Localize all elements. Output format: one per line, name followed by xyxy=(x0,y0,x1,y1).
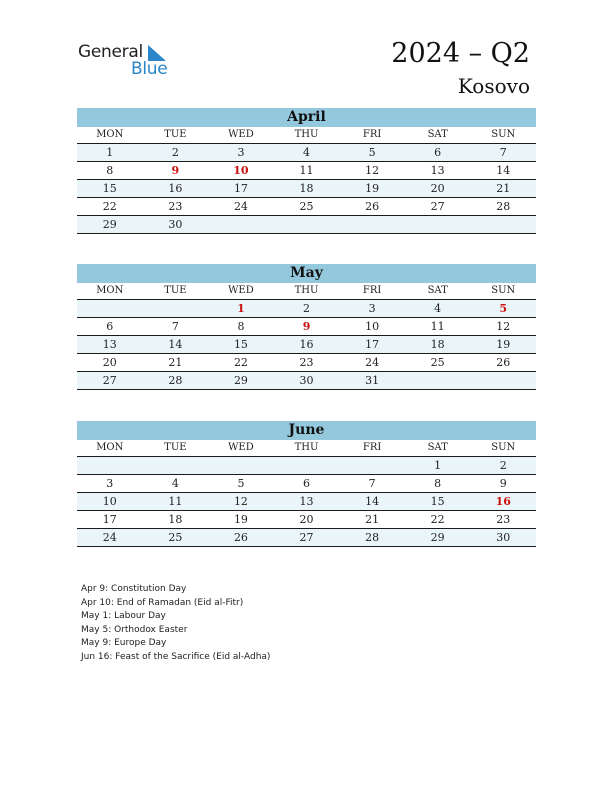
day-cell: 12 xyxy=(365,164,380,177)
day-cell xyxy=(274,457,340,474)
week-row xyxy=(77,300,536,318)
logo-word-blue: Blue xyxy=(131,59,168,79)
holiday-note: May 5: Orthodox Easter xyxy=(81,624,188,635)
weekday-label: TUE xyxy=(164,442,187,453)
weekday-label: THU xyxy=(294,442,319,453)
day-cell: 23 xyxy=(496,513,511,526)
day-cell: 22 xyxy=(430,513,445,526)
weekday-label: TUE xyxy=(164,129,187,140)
day-cell: 20 xyxy=(430,182,445,195)
day-cell: 12 xyxy=(496,320,511,333)
logo xyxy=(78,40,188,80)
holiday-day-cell: 5 xyxy=(499,302,508,315)
day-cell: 14 xyxy=(168,338,183,351)
day-cell: 11 xyxy=(299,164,314,177)
day-cell: 15 xyxy=(430,495,445,508)
day-cell: 30 xyxy=(168,218,183,231)
weekday-label: FRI xyxy=(362,129,382,140)
weekday-label: SAT xyxy=(427,285,448,296)
weekday-header-row xyxy=(77,440,536,457)
day-cell xyxy=(77,457,143,474)
page-title: 2024 – Q2 xyxy=(391,38,530,69)
holiday-day-cell: 9 xyxy=(302,320,311,333)
day-cell: 18 xyxy=(299,182,314,195)
day-cell: 7 xyxy=(368,477,376,490)
day-cell: 19 xyxy=(233,513,248,526)
holiday-note: May 9: Europe Day xyxy=(81,638,167,648)
day-cell: 10 xyxy=(102,495,117,508)
holiday-note: Apr 9: Constitution Day xyxy=(81,584,187,594)
day-cell: 28 xyxy=(168,374,183,387)
day-cell: 27 xyxy=(299,531,314,544)
day-cell: 12 xyxy=(233,495,248,508)
week-row xyxy=(77,336,536,354)
month-header: May xyxy=(77,264,536,283)
weekday-label: MON xyxy=(96,129,124,140)
day-cell: 8 xyxy=(237,320,245,333)
day-cell: 21 xyxy=(168,356,183,369)
day-cell: 15 xyxy=(102,182,117,195)
weekday-header-row xyxy=(77,283,536,300)
day-cell xyxy=(339,457,405,474)
day-cell: 11 xyxy=(430,320,445,333)
day-cell: 9 xyxy=(499,477,507,490)
day-cell: 23 xyxy=(299,356,314,369)
day-cell: 13 xyxy=(299,495,314,508)
day-cell: 18 xyxy=(430,338,445,351)
holiday-note: Jun 16: Feast of the Sacrifice (Eid al-Adha) xyxy=(81,651,271,662)
day-cell: 20 xyxy=(299,513,314,526)
day-cell: 28 xyxy=(496,200,511,213)
day-cell: 26 xyxy=(496,356,511,369)
weekday-label: MON xyxy=(96,442,124,453)
week-row xyxy=(77,162,536,180)
day-cell: 19 xyxy=(365,182,380,195)
day-cell xyxy=(208,216,274,233)
weekday-label: SAT xyxy=(427,442,448,453)
week-row xyxy=(77,529,536,547)
day-cell: 30 xyxy=(299,374,314,387)
day-cell: 24 xyxy=(365,356,380,369)
day-cell: 25 xyxy=(168,531,183,544)
day-cell: 8 xyxy=(106,164,114,177)
day-cell: 26 xyxy=(233,531,248,544)
weekday-label: SUN xyxy=(491,285,516,296)
month-may xyxy=(77,264,536,390)
day-cell: 31 xyxy=(365,374,380,387)
week-row xyxy=(77,216,536,234)
day-cell: 1 xyxy=(434,459,442,472)
day-cell: 13 xyxy=(102,338,117,351)
day-cell: 13 xyxy=(430,164,445,177)
day-cell: 3 xyxy=(368,302,376,315)
day-cell: 5 xyxy=(237,477,245,490)
day-cell: 3 xyxy=(106,477,114,490)
day-cell: 17 xyxy=(102,513,117,526)
day-cell: 17 xyxy=(365,338,380,351)
day-cell: 17 xyxy=(233,182,248,195)
day-cell: 2 xyxy=(171,146,179,159)
day-cell: 25 xyxy=(299,200,314,213)
day-cell xyxy=(143,300,209,317)
day-cell: 23 xyxy=(168,200,183,213)
week-row xyxy=(77,372,536,390)
day-cell: 4 xyxy=(171,477,179,490)
day-cell: 16 xyxy=(168,182,183,195)
week-row xyxy=(77,354,536,372)
holiday-day-cell: 1 xyxy=(237,302,245,315)
week-row xyxy=(77,493,536,511)
holiday-notes xyxy=(81,583,270,664)
day-cell: 6 xyxy=(106,320,114,333)
day-cell: 16 xyxy=(299,338,314,351)
day-cell: 11 xyxy=(168,495,183,508)
day-cell: 2 xyxy=(499,459,507,472)
weekday-header-row xyxy=(77,127,536,144)
day-cell: 27 xyxy=(430,200,445,213)
day-cell: 24 xyxy=(233,200,248,213)
day-cell: 20 xyxy=(102,356,117,369)
month-header: June xyxy=(77,421,536,440)
day-cell: 6 xyxy=(303,477,311,490)
day-cell: 21 xyxy=(496,182,511,195)
day-cell xyxy=(470,216,536,233)
holiday-note: May 1: Labour Day xyxy=(81,611,166,621)
week-row xyxy=(77,318,536,336)
day-cell: 28 xyxy=(365,531,380,544)
day-cell: 3 xyxy=(237,146,245,159)
day-cell: 21 xyxy=(365,513,380,526)
day-cell: 27 xyxy=(102,374,117,387)
weekday-label: SUN xyxy=(491,442,516,453)
day-cell xyxy=(339,216,405,233)
weekday-label: THU xyxy=(294,285,319,296)
weekday-label: SAT xyxy=(427,129,448,140)
month-april xyxy=(77,108,536,234)
day-cell xyxy=(470,372,536,389)
month-header: April xyxy=(77,108,536,127)
weekday-label: WED xyxy=(228,442,254,453)
day-cell: 29 xyxy=(102,218,117,231)
month-june xyxy=(77,421,536,547)
day-cell: 30 xyxy=(496,531,511,544)
day-cell: 1 xyxy=(106,146,114,159)
holiday-note: Apr 10: End of Ramadan (Eid al-Fitr) xyxy=(81,597,244,608)
week-row xyxy=(77,180,536,198)
day-cell: 7 xyxy=(171,320,179,333)
day-cell: 19 xyxy=(496,338,511,351)
logo-word-general: General xyxy=(78,42,143,62)
weekday-label: FRI xyxy=(362,442,382,453)
day-cell xyxy=(405,372,471,389)
day-cell xyxy=(77,300,143,317)
holiday-day-cell: 10 xyxy=(233,164,249,177)
day-cell xyxy=(208,457,274,474)
day-cell: 4 xyxy=(303,146,311,159)
day-cell: 7 xyxy=(499,146,507,159)
weekday-label: MON xyxy=(96,285,124,296)
day-cell xyxy=(405,216,471,233)
day-cell: 25 xyxy=(430,356,445,369)
country-name: Kosovo xyxy=(457,74,530,98)
day-cell: 22 xyxy=(102,200,117,213)
week-row xyxy=(77,475,536,493)
week-row xyxy=(77,198,536,216)
day-cell xyxy=(143,457,209,474)
day-cell: 6 xyxy=(434,146,442,159)
weekday-label: TUE xyxy=(164,285,187,296)
weekday-label: WED xyxy=(228,129,254,140)
day-cell: 14 xyxy=(496,164,511,177)
day-cell: 24 xyxy=(102,531,117,544)
day-cell: 10 xyxy=(365,320,380,333)
day-cell: 15 xyxy=(233,338,248,351)
day-cell: 5 xyxy=(368,146,376,159)
day-cell xyxy=(274,216,340,233)
holiday-day-cell: 9 xyxy=(171,164,180,177)
weekday-label: THU xyxy=(294,129,319,140)
day-cell: 18 xyxy=(168,513,183,526)
holiday-day-cell: 16 xyxy=(495,495,511,508)
weekday-label: FRI xyxy=(362,285,382,296)
day-cell: 8 xyxy=(434,477,442,490)
day-cell: 22 xyxy=(233,356,248,369)
day-cell: 14 xyxy=(365,495,380,508)
day-cell: 29 xyxy=(233,374,248,387)
weekday-label: WED xyxy=(228,285,254,296)
week-row xyxy=(77,144,536,162)
day-cell: 26 xyxy=(365,200,380,213)
weekday-label: SUN xyxy=(491,129,516,140)
week-row xyxy=(77,511,536,529)
day-cell: 29 xyxy=(430,531,445,544)
day-cell: 2 xyxy=(303,302,311,315)
day-cell: 4 xyxy=(434,302,442,315)
week-row xyxy=(77,457,536,475)
